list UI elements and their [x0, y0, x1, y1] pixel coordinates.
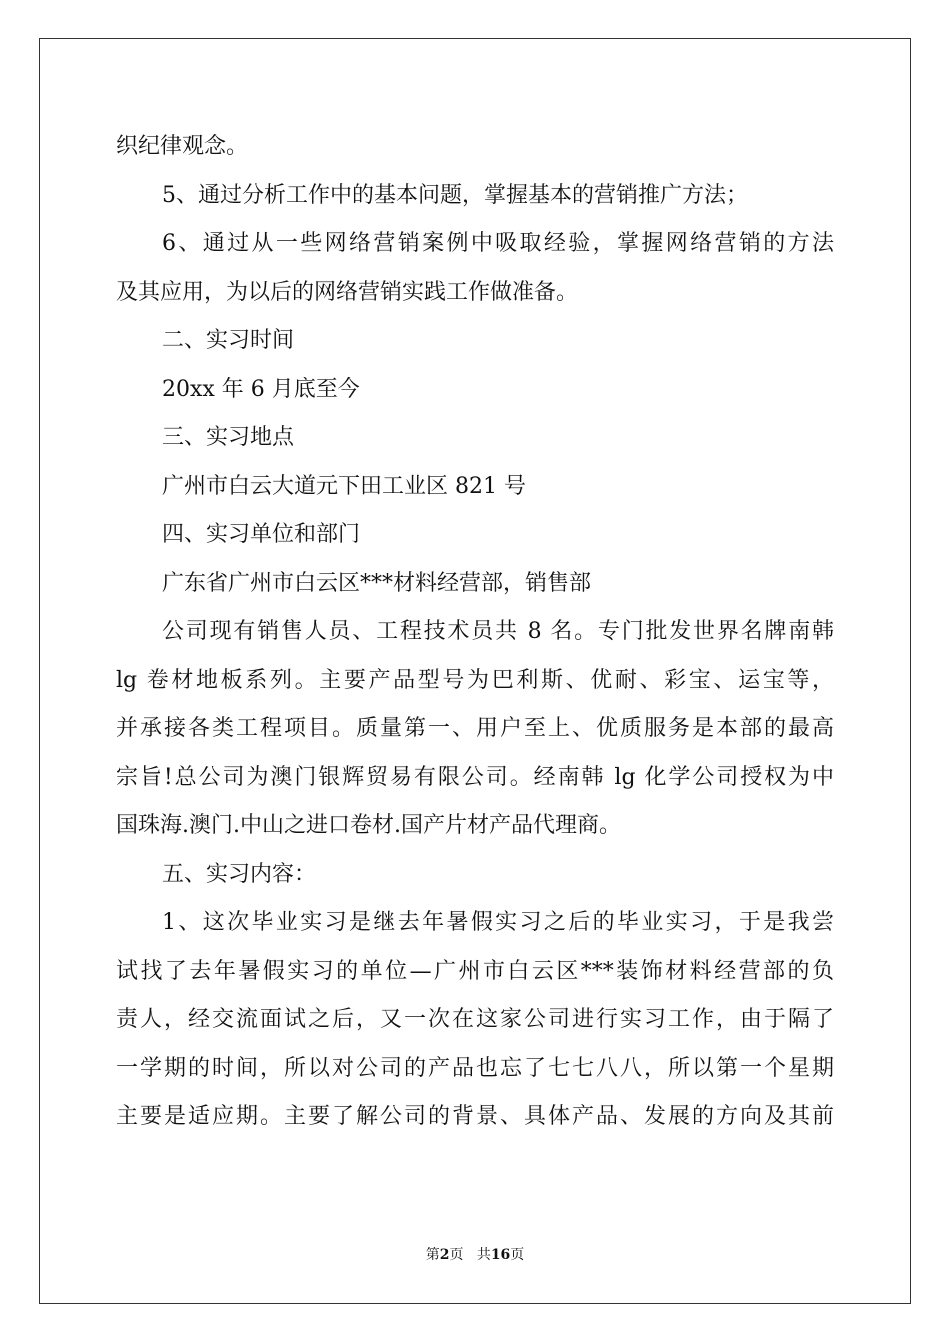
section-heading: 三、实习地点 [162, 425, 295, 450]
page-footer [0, 1245, 950, 1265]
text-line: 1、这次毕业实习是继去年暑假实习之后的毕业实习，于是我尝 [162, 910, 834, 935]
page-number: 2 [439, 1247, 450, 1263]
text-line: 公司现有销售人员、工程技术员共 8 名。专门批发世界名牌南韩 [162, 619, 834, 644]
text-line: lg 卷材地板系列。主要产品型号为巴利斯、优耐、彩宝、运宝等， [116, 667, 834, 693]
page-suffix: 页 [449, 1247, 464, 1263]
total-pages: 16 [490, 1247, 511, 1263]
text-line: 织纪律观念。 [116, 134, 249, 159]
text-line: 广州市白云大道元下田工业区 821 号 [162, 473, 526, 499]
total-prefix: 共 [476, 1247, 491, 1263]
text-line: 一学期的时间，所以对公司的产品也忘了七七八八，所以第一个星期 [116, 1055, 834, 1081]
section-heading: 二、实习时间 [162, 328, 295, 353]
text-line: 宗旨!总公司为澳门银辉贸易有限公司。经南韩 lg 化学公司授权为中 [116, 764, 834, 790]
text-line: 试找了去年暑假实习的单位—广州市白云区***装饰材料经营部的负 [116, 958, 834, 984]
text-line: 并承接各类工程项目。质量第一、用户至上、优质服务是本部的最高 [116, 716, 834, 741]
text-line: 6、通过从一些网络营销案例中吸取经验，掌握网络营销的方法 [162, 231, 834, 256]
text-line: 及其应用，为以后的网络营销实践工作做准备。 [116, 279, 579, 305]
document-body [116, 123, 834, 1142]
section-heading: 四、实习单位和部门 [162, 522, 361, 547]
total-suffix: 页 [510, 1247, 525, 1263]
text-line: 国珠海.澳门.中山之进口卷材.国产片材产品代理商。 [116, 813, 621, 838]
text-line: 5、通过分析工作中的基本问题，掌握基本的营销推广方法； [162, 182, 748, 208]
page-prefix: 第 [425, 1247, 440, 1263]
section-heading: 五、实习内容： [162, 861, 317, 887]
text-line: 广东省广州市白云区***材料经营部，销售部 [162, 570, 592, 596]
text-line: 20xx 年 6 月底至今 [162, 376, 360, 402]
text-line: 责人，经交流面试之后，又一次在这家公司进行实习工作，由于隔了 [116, 1007, 834, 1032]
text-line: 主要是适应期。主要了解公司的背景、具体产品、发展的方向及其前 [116, 1104, 834, 1129]
